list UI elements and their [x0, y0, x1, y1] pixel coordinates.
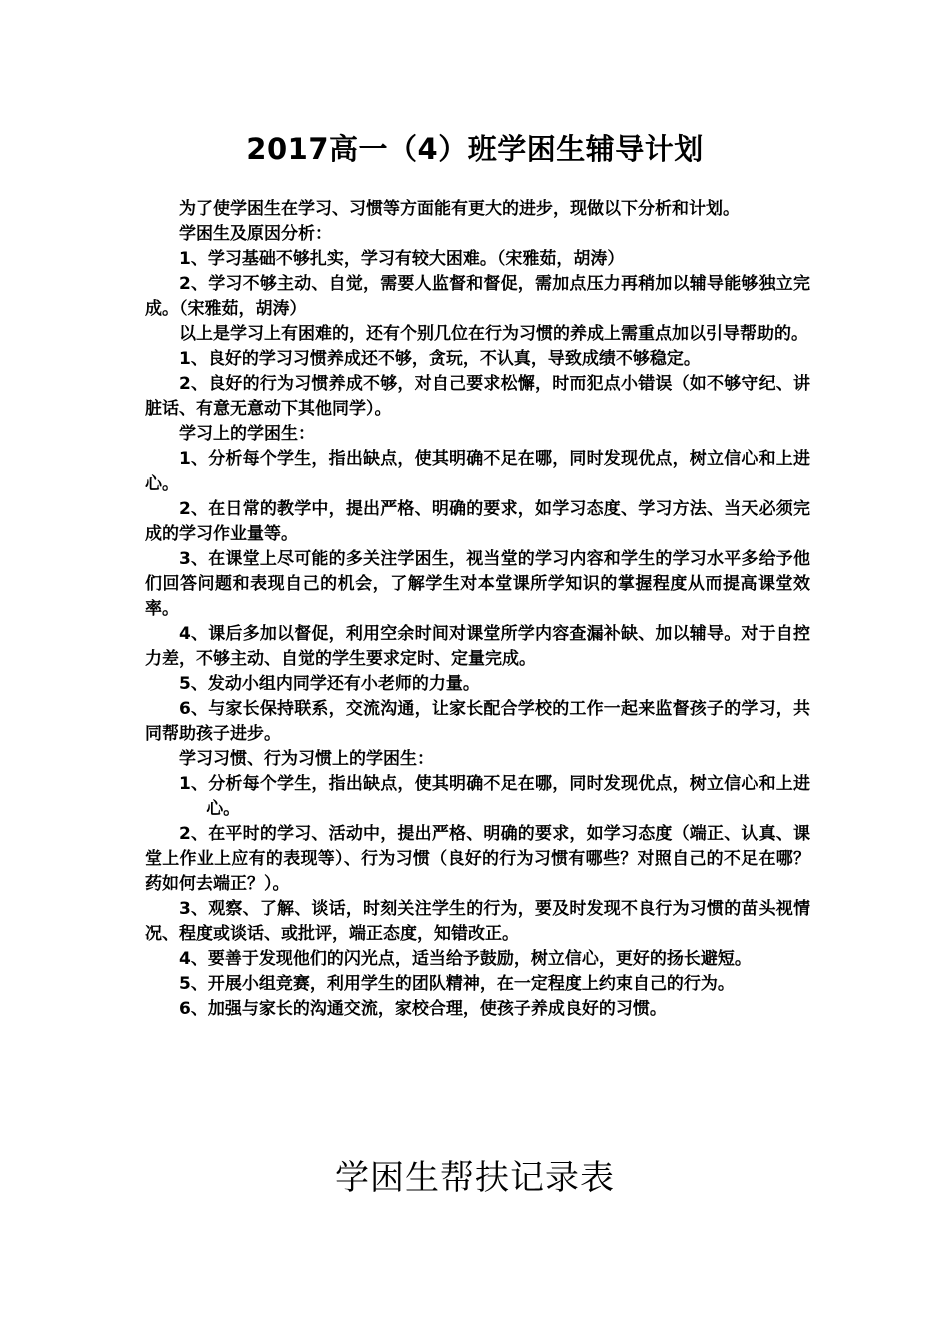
- paragraph-item: 4、课后多加以督促，利用空余时间对课堂所学内容查漏补缺、加以辅导。对于自控力差，不够主动、自觉的学生要求定时、定量完成。: [145, 624, 810, 669]
- paragraph-item: 1、分析每个学生，指出缺点，使其明确不足在哪，同时发现优点，树立信心和上进心。: [145, 449, 810, 494]
- record-table-title: 学困生帮扶记录表: [335, 1158, 615, 1198]
- paragraph-item: 5、发动小组内同学还有小老师的力量。: [179, 674, 480, 694]
- paragraph-item: 1、良好的学习习惯养成还不够，贪玩，不认真，导致成绩不够稳定。: [179, 349, 701, 369]
- paragraph-note: 以上是学习上有困难的，还有个别几位在行为习惯的养成上需重点加以引导帮助的。: [179, 324, 808, 344]
- paragraph-item: 2、良好的行为习惯养成不够，对自己要求松懈，时而犯点小错误（如不够守纪、讲脏话、有意无意动下其他同学）。: [145, 374, 810, 419]
- paragraph-intro: 为了使学困生在学习、习惯等方面能有更大的进步，现做以下分析和计划。: [179, 199, 740, 219]
- document-body: [145, 197, 810, 1022]
- paragraph-item: 1、学习基础不够扎实，学习有较大困难。（宋雅茹，胡涛）: [179, 249, 625, 269]
- paragraph-item: 3、观察、了解、谈话，时刻关注学生的行为，要及时发现不良行为习惯的苗头视情况、程度或谈话、或批评，端正态度，知错改正。: [145, 899, 810, 944]
- paragraph-item: 6、与家长保持联系，交流沟通，让家长配合学校的工作一起来监督孩子的学习，共同帮助孩子进步。: [145, 699, 810, 744]
- paragraph-item: 2、在平时的学习、活动中，提出严格、明确的要求，如学习态度（端正、认真、课堂上作业上应有的表现等）、行为习惯（良好的行为习惯有哪些？对照自己的不足在哪？药如何去端正？）。: [145, 824, 810, 894]
- paragraph-heading-study: 学习上的学困生：: [179, 424, 315, 444]
- paragraph-item: 4、要善于发现他们的闪光点，适当给予鼓励，树立信心，更好的扬长避短。: [179, 949, 752, 969]
- paragraph-item: 3、在课堂上尽可能的多关注学困生，视当堂的学习内容和学生的学习水平多给予他们回答问题和表现自己的机会，了解学生对本堂课所学知识的掌握程度从而提高课堂效率。: [145, 549, 810, 619]
- paragraph-item: 2、学习不够主动、自觉，需要人监督和督促，需加点压力再稍加以辅导能够独立完成。（宋雅茹，胡涛）: [145, 274, 810, 319]
- paragraph-heading-analysis: 学困生及原因分析：: [179, 224, 332, 244]
- paragraph-item: 6、加强与家长的沟通交流，家校合理，使孩子养成良好的习惯。: [179, 999, 667, 1019]
- paragraph-heading-habits: 学习习惯、行为习惯上的学困生：: [179, 749, 434, 769]
- paragraph-item: 5、开展小组竞赛，利用学生的团队精神，在一定程度上约束自己的行为。: [179, 974, 735, 994]
- document-title: 2017高一（4）班学困生辅导计划: [246, 132, 704, 166]
- paragraph-item: 1、分析每个学生，指出缺点，使其明确不足在哪，同时发现优点，树立信心和上进心。: [179, 774, 810, 819]
- paragraph-item: 2、在日常的教学中，提出严格、明确的要求，如学习态度、学习方法、当天必须完成的学习作业量等。: [145, 499, 810, 544]
